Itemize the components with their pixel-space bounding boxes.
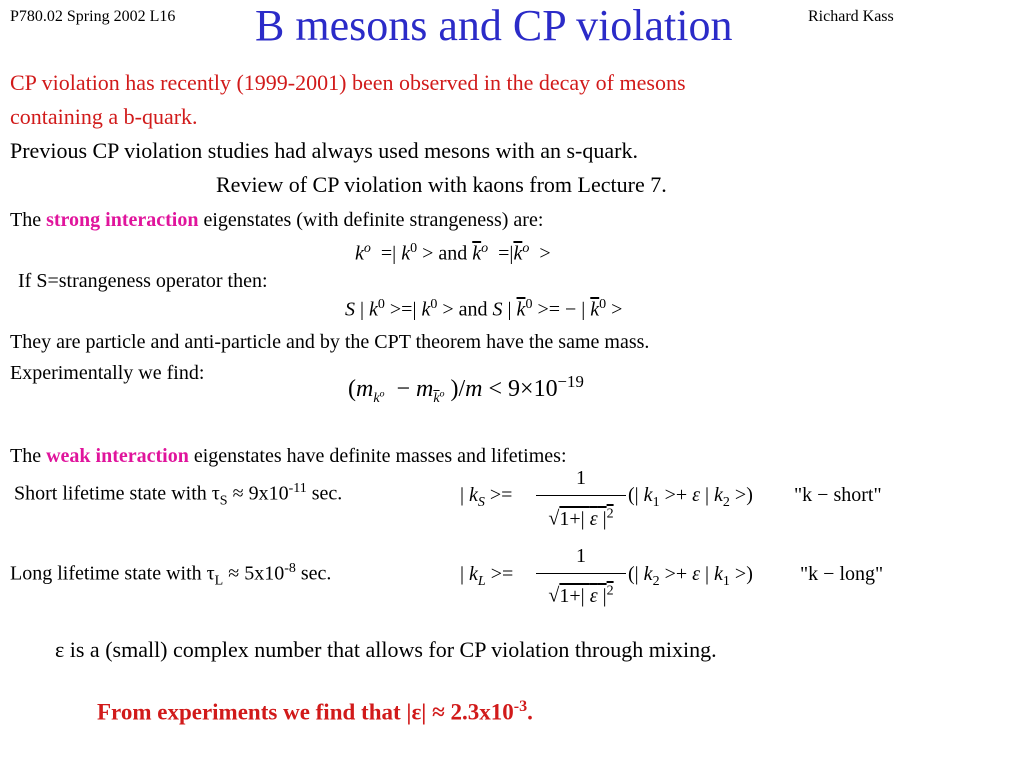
k-short-denominator: √1+| ε $|^2$: [548, 506, 614, 530]
weak-suffix: eigenstates have definite masses and lifetimes:: [193, 445, 567, 467]
mass-line-2: Experimentally we find:: [10, 362, 205, 384]
long-label: Long lifetime state with: [10, 562, 202, 585]
result-exp: -3: [513, 698, 528, 715]
k-long-name: "k − long": [800, 563, 884, 585]
epsilon-note-text: is a (small) complex number that allows for CP violation through mixing.: [69, 637, 717, 662]
result-text: From experiments we find that: [97, 699, 401, 725]
long-unit: sec.: [300, 562, 332, 585]
k-short-fraction-bar: [536, 495, 626, 496]
long-tau: 5x10: [244, 562, 285, 585]
bound-value: 9: [508, 376, 521, 402]
k-long-rhs: (| $k_2 >+ \varepsilon$ | $k_1$ >): [628, 563, 753, 589]
bound-exponent: −19: [557, 372, 584, 391]
intro-line-1: CP violation has recently (1999-2001) been observed in the decay of mesons: [10, 70, 686, 95]
k-long-denominator: √1+| ε $|^2$: [548, 583, 614, 607]
weak-interaction-line: [10, 445, 567, 468]
k-short-lhs: | $k_S$ >=: [460, 484, 513, 510]
strong-interaction-line: [10, 209, 543, 232]
strong-highlight: strong interaction: [46, 209, 199, 231]
strong-suffix: eigenstates (with definite strangeness) are:: [203, 209, 544, 231]
short-lifetime-line: Short lifetime state with $\tau_S \approx 9x10^{-11}$ sec.: [14, 481, 343, 509]
k-long-lhs: | $k_L$ >=: [460, 563, 514, 589]
long-exp: -8: [284, 561, 296, 576]
experimental-result: From experiments we find that $|\varepsilon| \approx 2.3x10^{-3}$.: [97, 698, 533, 725]
long-lifetime-line: Long lifetime state with $\tau_L \approx 5x10^{-8}$ sec.: [10, 561, 332, 589]
short-label: Short lifetime state with: [14, 482, 207, 505]
k-long-fraction-bar: [536, 573, 626, 574]
result-value: 2.3x10: [450, 699, 514, 725]
intro-line-3: Previous CP violation studies had always used mesons with an s-quark.: [10, 138, 638, 163]
course-label: P780.02 Spring 2002 L16: [10, 8, 176, 25]
mass-bound-equation: ($m_{k^o} - m_{\overline{k}^o}$ )$/m < 9\times 10^{-19}$: [348, 372, 584, 406]
slide-title: B mesons and CP violation: [255, 1, 733, 50]
k-long-numerator: 1: [576, 545, 586, 567]
epsilon-note: ε is a (small) complex number that allows for CP violation through mixing.: [55, 637, 717, 662]
eq-and-2: and: [458, 298, 488, 321]
k-short-rhs: (| $k_1 >+ \varepsilon$ | $k_2$ >): [628, 484, 753, 510]
weak-prefix: The: [10, 445, 42, 467]
short-unit: sec.: [311, 482, 343, 505]
short-tau: 9x10: [248, 482, 289, 505]
strong-eigenstate-equation: $k^o$ =| $k^0$ > and $\overline{k}^o =|\overline{k}^o$ >: [355, 241, 551, 265]
weak-highlight: weak interaction: [46, 445, 189, 467]
eq-and-1: and: [438, 242, 468, 265]
intro-line-4: Review of CP violation with kaons from Lecture 7.: [216, 172, 667, 197]
short-exp: -11: [288, 481, 307, 496]
strangeness-equation: S | $k^0$ >=| $k^0$ > and S | $\overline{k}^0$ >= − | $\overline{k}^0$ >: [345, 297, 623, 321]
strong-prefix: The: [10, 209, 42, 231]
strangeness-line: If S=strangeness operator then:: [18, 270, 268, 292]
mass-line-1: They are particle and anti-particle and by the CPT theorem have the same mass.: [10, 331, 650, 353]
k-short-numerator: 1: [576, 467, 586, 489]
author-label: Richard Kass: [808, 8, 894, 25]
k-short-name: "k − short": [794, 484, 882, 506]
intro-line-2: containing a b-quark.: [10, 104, 198, 129]
